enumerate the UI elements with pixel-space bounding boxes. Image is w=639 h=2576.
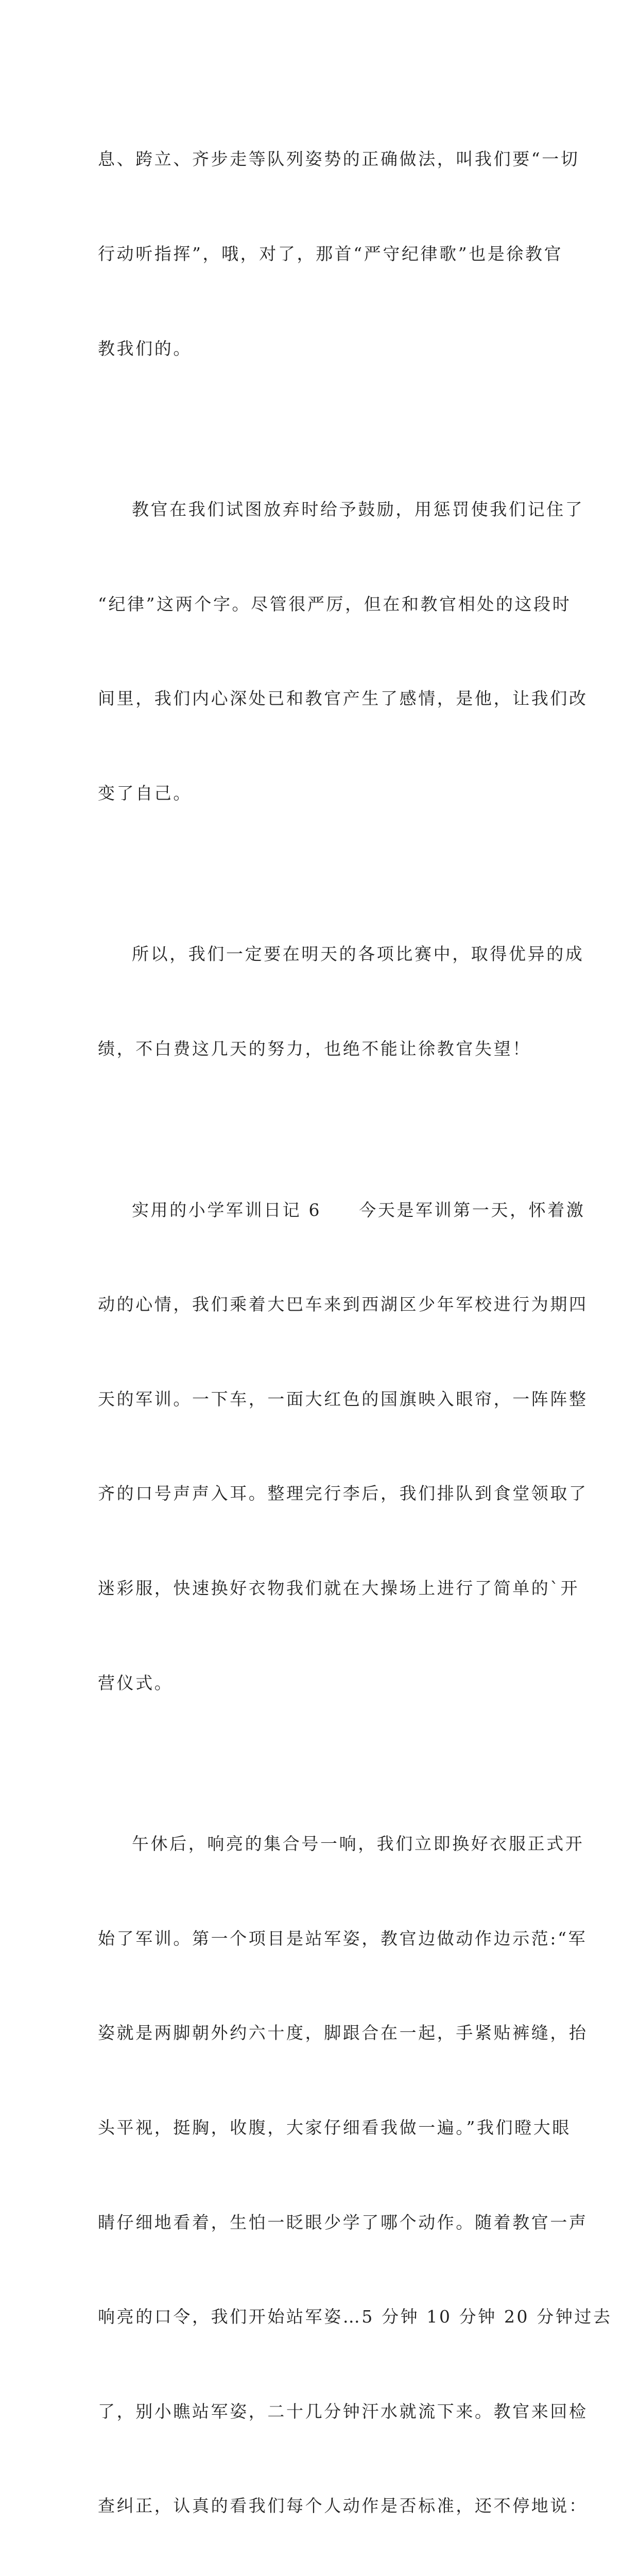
- text-line: 午休后，响亮的集合号一响，我们立即换好衣服正式开: [132, 1834, 584, 1854]
- text-line: 查纠正，认真的看我们每个人动作是否标准，还不停地说：: [98, 2496, 588, 2516]
- text-line: 息、跨立、齐步走等队列姿势的正确做法，叫我们要“一切: [98, 149, 580, 170]
- text-line: 行动听指挥”，哦，对了，那首“严守纪律歌”也是徐教官: [98, 244, 563, 264]
- text-line: 天的军训。一下车，一面大红色的国旗映入眼帘，一阵阵整: [98, 1388, 588, 1409]
- text-line: 间里，我们内心深处已和教官产生了感情，是他，让我们改: [98, 688, 588, 709]
- text-line: 实用的小学军训日记 6 今天是军训第一天，怀着激: [132, 1199, 585, 1220]
- text-line: 齐的口号声声入耳。整理完行李后，我们排队到食堂领取了: [98, 1483, 588, 1504]
- text-line: 头平视，挺胸，收腹，大家仔细看我做一遍。”我们瞪大眼: [98, 2117, 571, 2138]
- text-line: 营仪式。: [98, 1672, 174, 1693]
- text-line: 教官在我们试图放弃时给予鼓励，用惩罚使我们记住了: [132, 499, 584, 520]
- paragraph-3: [98, 875, 584, 1128]
- text-line: 绩，不白费这几天的努力，也绝不能让徐教官失望！: [98, 1039, 531, 1059]
- text-line: 了，别小瞧站军姿，二十几分钟汗水就流下来。教官来回检: [98, 2401, 588, 2421]
- text-line: 变了自己。: [98, 783, 192, 803]
- text-line: 姿就是两脚朝外约六十度，脚跟合在一起，手紧贴裤缝，抬: [98, 2023, 588, 2043]
- text-line: “纪律”这两个字。尽管很严厉，但在和教官相处的这段时: [98, 594, 572, 614]
- paragraph-1: [98, 80, 580, 427]
- text-line: 动的心情，我们乘着大巴车来到西湖区少年军校进行为期四: [98, 1294, 588, 1315]
- paragraph-4: [98, 1131, 588, 1761]
- text-line: 教我们的。: [98, 338, 192, 359]
- paragraph-5: [98, 1765, 612, 2576]
- text-line: 所以，我们一定要在明天的各项比赛中，取得优异的成: [132, 944, 584, 964]
- text-line: 迷彩服，快速换好衣物我们就在大操场上进行了简单的`开: [98, 1578, 580, 1599]
- text-line: 始了军训。第一个项目是站军姿，教官边做动作边示范:“军: [98, 1928, 588, 1948]
- paragraph-2: [98, 431, 588, 872]
- text-line: 睛仔细地看着，生怕一眨眼少学了哪个动作。随着教官一声: [98, 2212, 588, 2232]
- document-body: [98, 80, 612, 2576]
- text-line: 响亮的口令，我们开始站军姿…5 分钟 10 分钟 20 分钟过去: [98, 2307, 612, 2327]
